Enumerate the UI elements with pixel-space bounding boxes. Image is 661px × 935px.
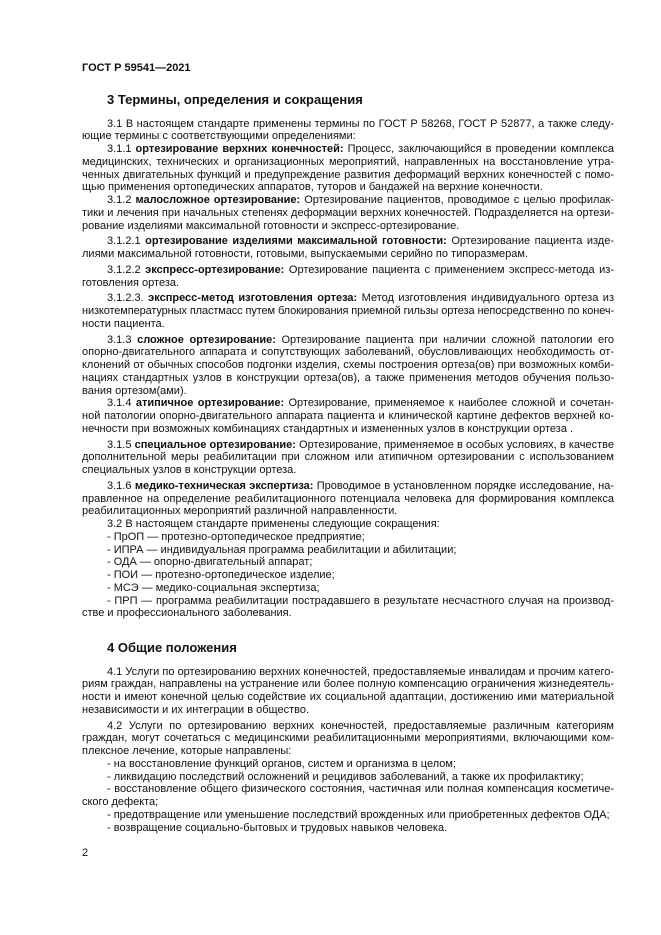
line-text xyxy=(82,464,296,476)
line-text xyxy=(107,518,440,530)
text-line xyxy=(82,235,614,248)
text-line xyxy=(82,346,614,359)
paragraph xyxy=(82,720,614,758)
text-line xyxy=(82,292,614,305)
text-line xyxy=(82,822,614,835)
line-text xyxy=(107,569,335,581)
text-run: ского дефекта; xyxy=(82,796,159,809)
text-line xyxy=(82,264,614,277)
line-text xyxy=(82,410,614,422)
list-item xyxy=(82,582,614,595)
text-line xyxy=(82,439,614,452)
text-line xyxy=(82,423,614,436)
text-run: щью применения ортопедических аппаратов, туторов и бандажей на верхние конечности. xyxy=(82,181,543,194)
text-run: тики и лечения при начальных степенях деформации верхних конечностей. Подразделяется на ортези- xyxy=(82,206,614,219)
text-run: 3.1.2 xyxy=(107,194,136,207)
text-run: вания ортезом(ами). xyxy=(82,384,187,397)
line-text xyxy=(82,130,356,142)
text-line xyxy=(82,372,614,385)
text-run: ной патологии опорно-двигательного аппарата пациента и клинической картине дефектов верхней ко- xyxy=(82,410,614,423)
text-run: Метод изготовления индивидуального ортеза из xyxy=(357,292,614,305)
defined-term: ортезирование верхних конечностей: xyxy=(135,143,344,156)
paragraph xyxy=(82,235,614,261)
list-item xyxy=(82,809,614,822)
text-run: 3.1.2.2 xyxy=(107,263,146,276)
text-run: 4.1 Услуги по ортезированию верхних конечностей, предоставляемые инвалидам и прочим катего- xyxy=(107,665,614,678)
text-run: ности и имеют конечной целью содействие их социальной адаптации, достижению ими материальной xyxy=(82,691,614,704)
line-text xyxy=(82,277,179,289)
paragraph xyxy=(82,194,614,232)
text-line xyxy=(82,691,614,704)
line-text xyxy=(82,359,614,371)
list-item xyxy=(82,783,614,809)
line-text xyxy=(82,372,614,384)
text-line xyxy=(82,207,614,220)
line-text xyxy=(107,194,614,206)
text-line xyxy=(82,334,614,347)
line-text xyxy=(82,493,614,505)
line-text xyxy=(82,745,291,757)
paragraph xyxy=(82,264,614,290)
text-line xyxy=(82,305,614,318)
text-run: - предотвращение или уменьшение последствий врожденных или приобретенных дефектов ОДА; xyxy=(107,808,610,821)
text-run: 3.1.5 xyxy=(107,438,135,451)
text-line xyxy=(82,143,614,156)
text-run: - ИПРА — индивидуальная программа реабилитации и абилитации; xyxy=(107,543,457,556)
paragraph xyxy=(82,397,614,435)
text-run: клонений от обычных способов подгонки изделия, схемы построения ортеза(ов) при возможных комби- xyxy=(82,359,614,372)
text-run: риям граждан, направлены на устранение или более полную компенсацию ограничения жизнедеятель- xyxy=(82,678,614,691)
line-text xyxy=(107,666,614,678)
section-general xyxy=(82,640,614,834)
line-text xyxy=(82,248,528,260)
paragraph xyxy=(82,118,614,144)
text-run: Ортезирование, применяемое к наиболее сложной и сочетан- xyxy=(284,397,614,410)
text-line xyxy=(82,531,614,544)
line-text xyxy=(107,595,614,607)
text-line xyxy=(82,809,614,822)
text-line xyxy=(82,130,614,143)
defined-term: медико-техническая экспертиза: xyxy=(134,479,314,492)
text-run: - ПРП — программа реабилитации пострадавшего в результате несчастного случая на производ- xyxy=(107,594,614,607)
text-run: - ОДА — опорно-двигательный аппарат; xyxy=(107,556,313,569)
line-text xyxy=(82,346,614,358)
text-line xyxy=(82,505,614,518)
text-line xyxy=(82,607,614,620)
text-run: 3.1.4 xyxy=(107,397,136,410)
paragraph xyxy=(82,334,614,398)
list-item xyxy=(82,569,614,582)
paragraph xyxy=(82,292,614,330)
line-text xyxy=(107,397,614,409)
text-run: граждан, могут сочетаться с медицинскими реабилитационными мероприятиями, включающими ком- xyxy=(82,732,614,745)
text-line xyxy=(82,556,614,569)
text-line xyxy=(82,277,614,290)
text-run: низкотемпературных пластмасс путем блокирования приемной гильзы ортеза непосредственно по конеч- xyxy=(82,305,614,318)
text-run: правленное на определение реабилитационного потенциала человека для формирования комплекса xyxy=(82,492,614,505)
text-line xyxy=(82,493,614,506)
text-line xyxy=(82,480,614,493)
paragraph xyxy=(82,518,614,531)
line-text xyxy=(82,796,158,808)
line-text xyxy=(82,318,165,330)
list-item xyxy=(82,544,614,557)
text-run: стве и профессионального заболевания. xyxy=(82,607,292,620)
line-text xyxy=(82,220,459,232)
text-run: - восстановление общего физического состояния, частичная или полная компенсация косметиче- xyxy=(107,783,614,796)
list-item xyxy=(82,822,614,835)
text-line xyxy=(82,118,614,131)
text-run: Ортезирование пациента с применением экспресс-метода из- xyxy=(284,263,614,276)
text-run: медицинских, технических и организационных мероприятий, направленных на восстановление утра- xyxy=(82,155,614,168)
text-run: 3.1.2.3. xyxy=(107,292,149,305)
text-run: реабилитационных мероприятий различной направленности. xyxy=(82,505,398,518)
line-text xyxy=(82,732,614,744)
defined-term: специальное ортезирование: xyxy=(134,438,296,451)
line-text xyxy=(107,720,614,732)
section-heading: 3 Термины, определения и сокращения xyxy=(107,92,363,107)
text-run: 3.1.2.1 xyxy=(107,235,146,248)
line-text xyxy=(107,480,614,492)
text-line xyxy=(82,181,614,194)
line-text xyxy=(82,678,614,690)
text-line xyxy=(82,464,614,477)
line-text xyxy=(82,156,614,168)
text-line xyxy=(82,569,614,582)
text-run: готовления ортеза. xyxy=(82,276,180,289)
text-run: рование изделиями максимальной готовности и экспресс-ортезирование. xyxy=(82,219,460,232)
text-line xyxy=(82,704,614,717)
text-line xyxy=(82,796,614,809)
text-run: 3.1 В настоящем стандарте применены термины по ГОСТ Р 58268, ГОСТ Р 52877, а также следу- xyxy=(107,117,614,130)
text-line xyxy=(82,771,614,784)
line-text xyxy=(107,334,614,346)
line-text xyxy=(107,809,610,821)
text-line xyxy=(82,758,614,771)
section-body xyxy=(82,666,614,835)
page-number: 2 xyxy=(82,847,89,859)
text-run: нациях стандартных узлов в конструкции ортеза(ов), а также применения методов обучения пользо- xyxy=(82,371,614,384)
text-line xyxy=(82,397,614,410)
text-run: специальных узлов в конструкции ортеза. xyxy=(82,464,297,477)
line-text xyxy=(107,118,614,130)
text-line xyxy=(82,595,614,608)
defined-term: экспресс-метод изготовления ортеза: xyxy=(148,292,358,305)
text-run: дополнительной меры реабилитации при сложном или атипичном ортезировании с использованием xyxy=(82,451,614,464)
text-run: ченных двигательных функций и предупреждение развития деформаций верхних конечностей с помо- xyxy=(82,168,614,181)
text-run: 3.1.1 xyxy=(107,143,136,156)
line-text xyxy=(82,607,292,619)
text-line xyxy=(82,385,614,398)
line-text xyxy=(107,771,584,783)
text-run: Ортезирование пациента при наличии сложной патологии его xyxy=(275,333,614,346)
text-run: Проводимое в установленном порядке исследование, на- xyxy=(313,479,614,492)
text-line xyxy=(82,518,614,531)
text-run: Ортезирование, применяемое в особых условиях, в качестве xyxy=(295,438,614,451)
text-line xyxy=(82,359,614,372)
line-text xyxy=(82,385,187,397)
text-run: - возвращение социально-бытовых и трудовых навыков человека. xyxy=(107,821,448,834)
text-run: ющие термины с соответствующими определениями: xyxy=(82,130,356,143)
text-line xyxy=(82,156,614,169)
list-item xyxy=(82,595,614,621)
text-run: ности пациента. xyxy=(82,317,165,330)
line-text xyxy=(82,691,614,703)
text-run: 4.2 Услуги по ортезированию верхних конечностей, предоставляемые различным категориям xyxy=(107,719,614,732)
text-run: 3.2 В настоящем стандарте применены следующие сокращения: xyxy=(107,518,440,531)
line-text xyxy=(107,822,447,834)
line-text xyxy=(82,505,397,517)
line-text xyxy=(107,143,614,155)
line-text xyxy=(82,181,543,193)
text-run: - МСЭ — медико-социальная экспертиза; xyxy=(107,581,320,594)
line-text xyxy=(107,758,456,770)
paragraph xyxy=(82,439,614,477)
line-text xyxy=(82,207,614,219)
list-item xyxy=(82,531,614,544)
document-code: ГОСТ Р 59541—2021 xyxy=(82,62,191,74)
text-line xyxy=(82,720,614,733)
text-run: опорно-двигательного аппарата и сопутствующих заболеваний, обусловливающих необходимость от- xyxy=(82,346,614,359)
text-line xyxy=(82,248,614,261)
text-line xyxy=(82,732,614,745)
line-text xyxy=(82,169,614,181)
defined-term: ортезирование изделиями максимальной готовности: xyxy=(145,235,447,248)
text-line xyxy=(82,451,614,464)
text-run: плексное лечение, которые направлены: xyxy=(82,745,292,758)
text-line xyxy=(82,318,614,331)
line-text xyxy=(82,451,614,463)
text-line xyxy=(82,666,614,679)
text-line xyxy=(82,783,614,796)
defined-term: сложное ортезирование: xyxy=(137,333,276,346)
text-line xyxy=(82,544,614,557)
text-run: лиями максимальной готовности, готовыми, выпускаемыми серийно по типоразмерам. xyxy=(82,248,528,261)
text-line xyxy=(82,582,614,595)
section-body xyxy=(82,118,614,621)
list-item xyxy=(82,556,614,569)
text-line xyxy=(82,220,614,233)
line-text xyxy=(82,704,309,716)
list-item xyxy=(82,771,614,784)
text-line xyxy=(82,410,614,423)
section-heading: 4 Общие положения xyxy=(107,640,237,655)
text-run: нечности при возможных комбинациях стандартных и измененных узлов в конструкции ортеза . xyxy=(82,422,574,435)
text-line xyxy=(82,169,614,182)
text-line xyxy=(82,678,614,691)
text-line xyxy=(82,194,614,207)
line-text xyxy=(107,544,456,556)
paragraph xyxy=(82,666,614,717)
line-text xyxy=(107,783,614,795)
section-terms xyxy=(82,92,614,620)
line-text xyxy=(82,305,614,317)
paragraph xyxy=(82,143,614,194)
line-text xyxy=(107,439,614,451)
paragraph xyxy=(82,480,614,518)
line-text xyxy=(107,235,614,247)
text-run: Процесс, заключающийся в проведении комплекса xyxy=(343,143,614,156)
text-run: - ПрОП — протезно-ортопедическое предприятие; xyxy=(107,530,365,543)
text-run: Ортезирование пациентов, проводимое с целью профилак- xyxy=(300,194,614,207)
line-text xyxy=(107,556,312,568)
text-run: 3.1.6 xyxy=(107,479,135,492)
text-run: - ПОИ — протезно-ортопедическое изделие; xyxy=(107,569,335,582)
text-line xyxy=(82,745,614,758)
defined-term: экспресс-ортезирование: xyxy=(145,263,285,276)
defined-term: атипичное ортезирование: xyxy=(135,397,285,410)
text-run: - ликвидацию последствий осложнений и рецидивов заболеваний, а также их профилактику; xyxy=(107,770,584,783)
line-text xyxy=(82,423,573,435)
line-text xyxy=(107,292,614,304)
line-text xyxy=(107,582,320,594)
text-run: 3.1.3 xyxy=(107,333,138,346)
line-text xyxy=(107,264,614,276)
list-item xyxy=(82,758,614,771)
line-text xyxy=(107,531,365,543)
text-run: Ортезирование пациента изде- xyxy=(446,235,614,248)
text-run: - на восстановление функций органов, систем и организма в целом; xyxy=(107,757,457,770)
defined-term: малосложное ортезирование: xyxy=(135,194,301,207)
text-run: независимости и их интеграции в общество. xyxy=(82,703,310,716)
